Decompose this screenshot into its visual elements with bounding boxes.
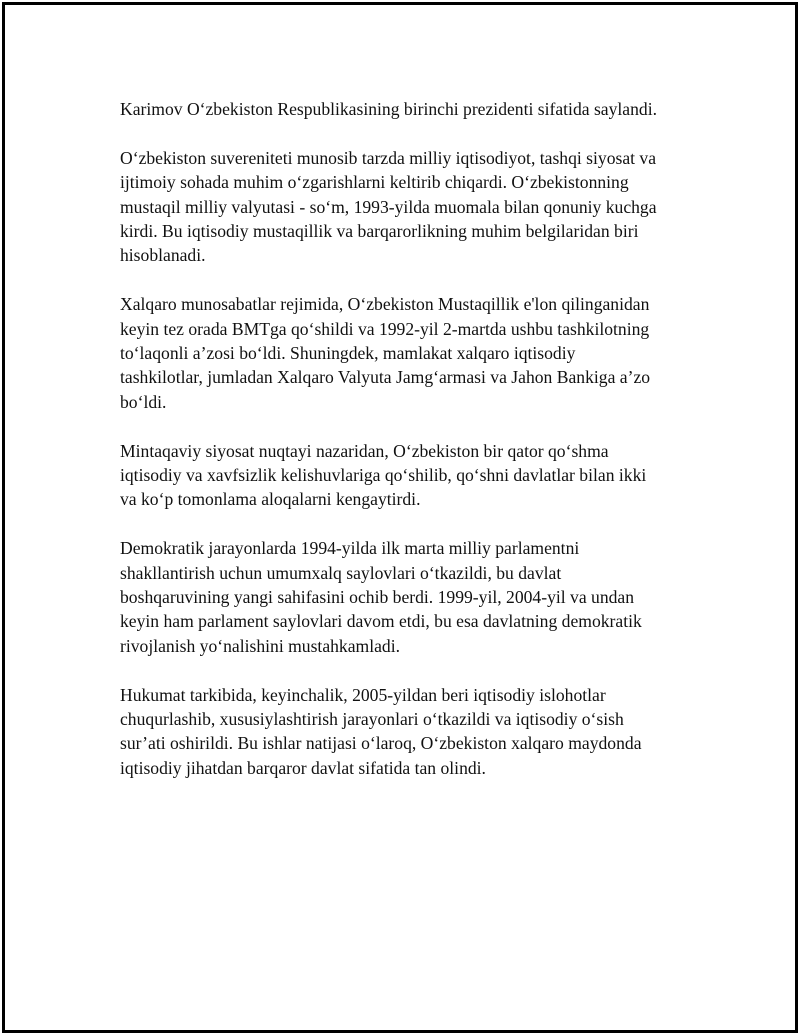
text-line: mustaqil milliy valyutasi - so‘m, 1993-yilda muomala bilan qonuniy kuchga (120, 196, 657, 217)
text-line: tashkilotlar, jumladan Xalqaro Valyuta Jamg‘armasi va Jahon Bankiga a’zo (120, 367, 651, 388)
text-line: rivojlanish yo‘nalishini mustahkamladi. (120, 635, 400, 656)
text-line: keyin tez orada BMTga qo‘shildi va 1992-yil 2-martda ushbu tashkilotning (120, 318, 650, 339)
paragraph-2 (120, 146, 700, 268)
paragraph-4 (120, 439, 700, 512)
text-line: iqtisodiy jihatdan barqaror davlat sifatida tan olindi. (120, 757, 486, 778)
paragraph-6 (120, 683, 700, 781)
document-body (120, 97, 700, 805)
text-line: Karimov O‘zbekiston Respublikasining birinchi prezidenti sifatida saylandi. (120, 99, 657, 119)
text-line: Demokratik jarayonlarda 1994-yilda ilk marta milliy parlamentni (120, 538, 580, 559)
text-line: Mintaqaviy siyosat nuqtayi nazaridan, O‘zbekiston bir qator qo‘shma (120, 440, 609, 461)
text-line: iqtisodiy va xavfsizlik kelishuvlariga qo‘shilib, qo‘shni davlatlar bilan ikki (120, 465, 647, 486)
text-line: sur’ati oshirildi. Bu ishlar natijasi o‘laroq, O‘zbekiston xalqaro maydonda (120, 733, 642, 754)
paragraph-5 (120, 536, 700, 658)
paragraph-1 (120, 97, 700, 121)
text-line: O‘zbekiston suvereniteti munosib tarzda milliy iqtisodiyot, tashqi siyosat va (120, 147, 657, 168)
text-line: boshqaruvining yangi sahifasini ochib berdi. 1999-yil, 2004-yil va undan (120, 587, 635, 608)
text-line: hisoblanadi. (120, 245, 206, 266)
text-line: chuqurlashib, xususiylashtirish jarayonlari o‘tkazildi va iqtisodiy o‘sish (120, 709, 624, 730)
document-page (2, 2, 798, 1033)
text-line: shakllantirish uchun umumxalq saylovlari o‘tkazildi, bu davlat (120, 562, 562, 583)
text-line: keyin ham parlament saylovlari davom etdi, bu esa davlatning demokratik (120, 611, 642, 632)
text-line: to‘laqonli a’zosi bo‘ldi. Shuningdek, mamlakat xalqaro iqtisodiy (120, 343, 576, 364)
text-line: kirdi. Bu iqtisodiy mustaqillik va barqarorlikning muhim belgilaridan biri (120, 221, 639, 242)
text-line: bo‘ldi. (120, 391, 167, 412)
text-line: ijtimoiy sohada muhim o‘zgarishlarni keltirib chiqardi. O‘zbekistonning (120, 172, 629, 193)
text-line: Xalqaro munosabatlar rejimida, O‘zbekiston Mustaqillik e'lon qilinganidan (120, 294, 650, 315)
paragraph-3 (120, 292, 700, 414)
text-line: Hukumat tarkibida, keyinchalik, 2005-yildan beri iqtisodiy islohotlar (120, 684, 606, 705)
text-line: va ko‘p tomonlama aloqalarni kengaytirdi. (120, 489, 421, 510)
